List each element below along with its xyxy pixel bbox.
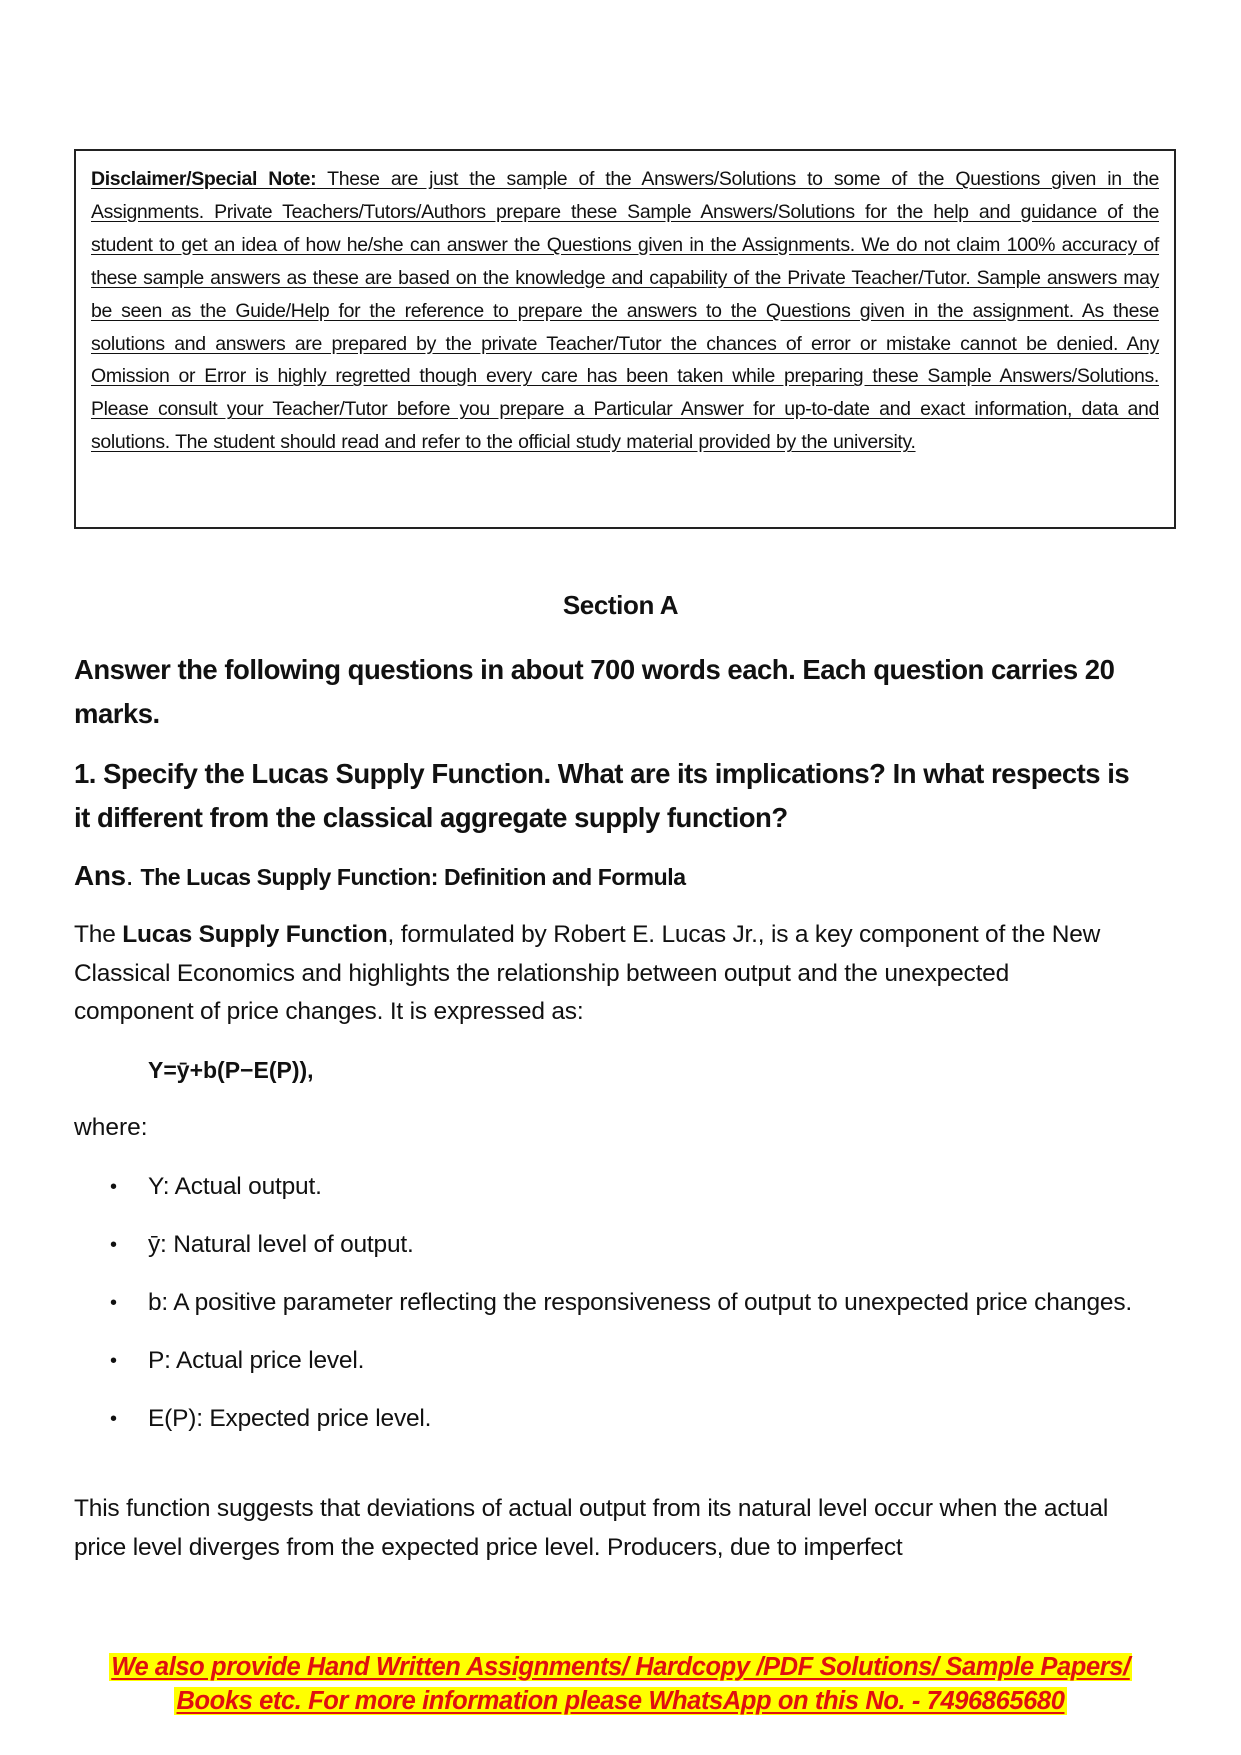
answer-prefix-label: Ans bbox=[74, 860, 126, 891]
where-label: where: bbox=[74, 1114, 148, 1141]
intro-paragraph bbox=[74, 916, 1134, 1032]
promo-line-1: We also provide Hand Written Assignments/ Hardcopy /PDF Solutions/ Sample Papers/ bbox=[111, 1653, 1130, 1681]
bullet-icon: • bbox=[110, 1292, 117, 1314]
definition-text: b: A positive parameter reflecting the responsiveness of output to unexpected price changes. bbox=[148, 1289, 1132, 1316]
section-title: Section A bbox=[562, 590, 679, 620]
list-item bbox=[74, 1226, 1154, 1264]
promo-banner bbox=[0, 1650, 1241, 1718]
promo-line-2: Books etc. For more information please WhatsApp on this No. - 7496865680 bbox=[176, 1687, 1065, 1715]
intro-rest: , formulated by Robert E. Lucas Jr., is a key component of the New Classical Economics and highlights the relationship between output and the unexpected component of price changes. It is expressed as: bbox=[74, 921, 1101, 1025]
answer-heading bbox=[74, 860, 686, 892]
disclaimer-box bbox=[74, 149, 1176, 529]
bullet-icon: • bbox=[110, 1234, 117, 1256]
intro-lead: The bbox=[74, 921, 123, 948]
instructions: Answer the following questions in about 700 words each. Each question carries 20 marks. bbox=[74, 654, 1115, 729]
intro-bold-term: Lucas Supply Function bbox=[122, 921, 388, 948]
definition-text: ȳ: Natural level of output. bbox=[148, 1231, 414, 1258]
lucas-formula: Y=ȳ+b(P−E(P)), bbox=[148, 1057, 314, 1083]
explanation-paragraph: This function suggests that deviations of actual output from its natural level occur when the actual price level diverges from the expected price level. Producers, due to imperfect bbox=[74, 1495, 1109, 1561]
list-item bbox=[74, 1168, 1154, 1206]
bullet-icon: • bbox=[110, 1350, 117, 1372]
disclaimer-text bbox=[91, 163, 1159, 459]
list-item bbox=[74, 1284, 1154, 1322]
definition-text: Y: Actual output. bbox=[148, 1173, 322, 1200]
answer-heading-text: The Lucas Supply Function: Definition and Formula bbox=[140, 864, 686, 890]
disclaimer-label: Disclaimer/Special Note: bbox=[91, 168, 317, 190]
answer-prefix bbox=[74, 860, 140, 891]
disclaimer-body: These are just the sample of the Answers/Solutions to some of the Questions given in the Assignments. Private Teachers/Tutors/Authors prepare these Sample Answers/Solutions for the help and guidance of the student to get an idea of how he/she can answer the Questions given in the Assignments. We do not claim 100% accuracy of these sample answers as these are based on the knowledge and capability of the Private Teacher/Tutor. Sample answers may be seen as the Guide/Help for the reference to prepare the answers to the Questions given in the assignment. As these solutions and answers are prepared by the private Teacher/Tutor the chances of error or mistake cannot be denied. Any Omission or Error is highly regretted though every care has been taken while preparing these Sample Answers/Solutions. Please consult your Teacher/Tutor before you prepare a Particular Answer for up-to-date and exact information, data and solutions. The student should read and refer to the official study material provided by the university. bbox=[91, 168, 1159, 454]
question-1: 1. Specify the Lucas Supply Function. What are its implications? In what respects is it different from the classical aggregate supply function? bbox=[74, 758, 1130, 833]
list-item bbox=[74, 1400, 1154, 1438]
bullet-icon: • bbox=[110, 1408, 117, 1430]
answer-prefix-dot: . bbox=[125, 860, 141, 891]
definitions-list bbox=[74, 1168, 1154, 1458]
bullet-icon: • bbox=[110, 1176, 117, 1198]
definition-text: E(P): Expected price level. bbox=[148, 1405, 432, 1432]
list-item bbox=[74, 1342, 1154, 1380]
definition-text: P: Actual price level. bbox=[148, 1347, 365, 1374]
